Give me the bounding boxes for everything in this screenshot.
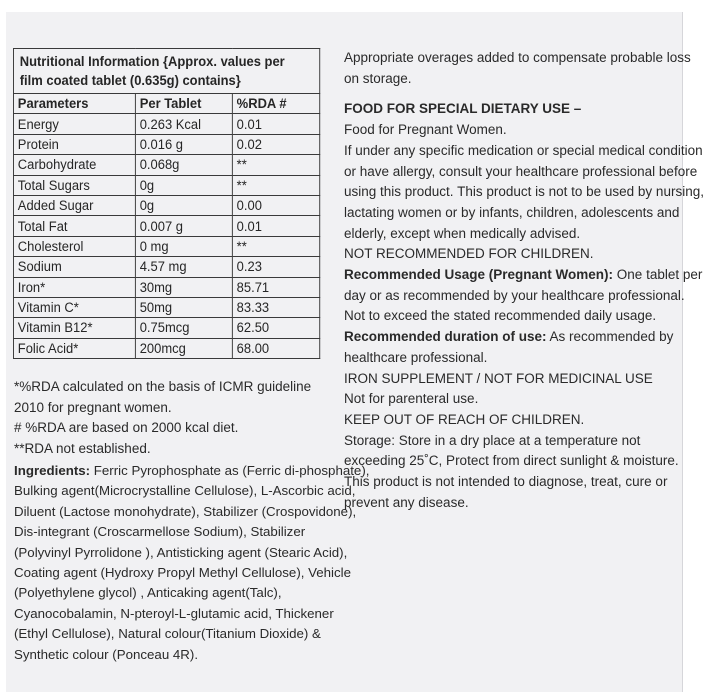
column-header: Parameters [13, 94, 135, 114]
param-cell: Vitamin B12* [13, 318, 135, 338]
table-row [13, 236, 319, 256]
note-line: *%RDA calculated on the basis of ICMR guideline [14, 379, 312, 394]
duration-label: Recommended duration of use: [344, 329, 547, 345]
table-row [13, 297, 319, 317]
table-title-line: film coated tablet (0.635g) contains} [19, 73, 241, 88]
table-title-line: Nutritional Information {Approx. values per [19, 54, 285, 69]
table-row [13, 257, 319, 277]
rda-cell: ** [232, 236, 319, 256]
usage-line: day or as recommended by your healthcare professional. [344, 287, 685, 303]
per-tablet-cell: 30mg [135, 277, 232, 297]
param-cell: Total Fat [13, 216, 135, 236]
table-row [13, 175, 319, 195]
rda-cell: 0.01 [232, 216, 319, 236]
tail-line: This product is not intended to diagnose, treat, cure or [344, 474, 668, 490]
param-cell: Protein [13, 134, 135, 154]
usage-label: Recommended Usage (Pregnant Women): [344, 267, 614, 283]
per-tablet-cell: 0g [135, 195, 232, 215]
tail-line: IRON SUPPLEMENT / NOT FOR MEDICINAL USE [344, 370, 653, 386]
ingredients-line: (Polyvinyl Pyrrolidone ), Antisticking agent (Stearic Acid), [14, 544, 348, 560]
ingredients-line: Diluent (Lactose monohydrate), Stabilizer (Crospovidone), [14, 503, 357, 519]
per-tablet-cell: 0.263 Kcal [135, 114, 232, 134]
ingredients-section [14, 461, 370, 665]
body-line: Food for Pregnant Women. [344, 122, 507, 138]
column-header: Per Tablet [135, 94, 232, 114]
param-cell: Sodium [13, 257, 135, 277]
body-line: using this product. This product is not to be used by nursing, [344, 184, 704, 200]
per-tablet-cell: 50mg [135, 297, 232, 317]
table-row [13, 318, 319, 338]
note-line: 2010 for pregnant women. [14, 399, 172, 415]
rda-cell: 68.00 [232, 338, 319, 358]
tail-line: KEEP OUT OF REACH OF CHILDREN. [344, 411, 585, 427]
param-cell: Vitamin C* [13, 297, 135, 317]
body-line: lactating women or by infants, children, adolescents and [344, 204, 680, 220]
overages-text: Appropriate overages added to compensate probable loss [344, 50, 691, 65]
rda-cell: 0.02 [232, 134, 319, 154]
food-heading: FOOD FOR SPECIAL DIETARY USE – [344, 101, 582, 117]
ingredients-label: Ingredients: [14, 463, 91, 478]
nutrition-table [13, 48, 320, 359]
right-column [344, 48, 704, 513]
ingredients-line: Cyanocobalamin, N-pteroyl-L-glutamic acid, Thickener [14, 605, 334, 621]
rda-cell: 0.23 [232, 257, 319, 277]
nutrition-section [13, 48, 333, 359]
rda-cell: ** [232, 155, 319, 175]
param-cell: Iron* [13, 277, 135, 297]
ingredients-line: Bulking agent(Microcrystalline Cellulose), L-Ascorbic acid, [14, 483, 356, 499]
body-line: NOT RECOMMENDED FOR CHILDREN. [344, 246, 594, 262]
table-row [13, 155, 319, 175]
ingredients-first-line [14, 461, 370, 481]
ingredients-line: Dis-integrant (Croscarmellose Sodium), Stabilizer [14, 524, 306, 540]
body-line: or have allergy, consult your healthcare professional before [344, 163, 698, 179]
overages-text: on storage. [344, 70, 412, 86]
per-tablet-cell: 0g [135, 175, 232, 195]
note-line: # %RDA are based on 2000 kcal diet. [14, 420, 239, 435]
rda-cell: 0.00 [232, 195, 319, 215]
per-tablet-cell: 4.57 mg [135, 257, 232, 277]
rda-cell: 85.71 [232, 277, 319, 297]
table-row [13, 216, 319, 236]
per-tablet-cell: 0.007 g [135, 216, 232, 236]
tail-line: prevent any disease. [344, 494, 469, 510]
per-tablet-cell: 0.068g [135, 155, 232, 175]
param-cell: Carbohydrate [13, 155, 135, 175]
usage-line: Not to exceed the stated recommended daily usage. [344, 308, 657, 324]
table-header-row [13, 94, 319, 114]
table-body [13, 114, 319, 359]
table-row [13, 195, 319, 215]
tail-line: Storage: Store in a dry place at a temperature not [344, 432, 641, 448]
table-title [13, 49, 319, 94]
per-tablet-cell: 0.016 g [135, 134, 232, 154]
body-line: If under any specific medication or special medical condition [344, 142, 703, 158]
param-cell: Cholesterol [13, 236, 135, 256]
per-tablet-cell: 200mcg [135, 338, 232, 358]
param-cell: Added Sugar [13, 195, 135, 215]
table-title-row [13, 49, 319, 94]
note-line: **RDA not established. [14, 440, 151, 456]
param-cell: Folic Acid* [13, 338, 135, 358]
usage-line [344, 265, 703, 286]
rda-cell: 62.50 [232, 318, 319, 338]
per-tablet-cell: 0 mg [135, 236, 232, 256]
ingredients-line: Synthetic colour (Ponceau 4R). [14, 646, 199, 662]
tail-line: Not for parenteral use. [344, 391, 479, 407]
column-header: %RDA # [232, 94, 319, 114]
ingredients-line: (Polyethylene glycol) , Anticaking agent(Talc), [14, 585, 282, 601]
rda-notes [14, 377, 336, 459]
ingredients-text: Ferric Pyrophosphate as (Ferric di-phosphate), [90, 463, 370, 478]
table-row [13, 338, 319, 358]
table-row [13, 114, 319, 134]
rda-cell: ** [232, 175, 319, 195]
param-cell: Energy [13, 114, 135, 134]
duration-line [344, 327, 679, 348]
body-line: elderly, except when medically advised. [344, 225, 581, 241]
duration-text: As recommended by [546, 329, 674, 345]
tail-line: exceeding 25˚C, Protect from direct sunlight & moisture. [344, 453, 679, 469]
spacer [344, 89, 679, 99]
rda-cell: 83.33 [232, 297, 319, 317]
table-row [13, 134, 319, 154]
ingredients-line: (Ethyl Cellulose), Natural colour(Titanium Dioxide) & [14, 626, 321, 642]
duration-line: healthcare professional. [344, 349, 488, 365]
rda-cell: 0.01 [232, 114, 319, 134]
usage-text: One tablet per [613, 267, 703, 283]
ingredients-line: Coating agent (Hydroxy Propyl Methyl Cellulose), Vehicle [14, 565, 352, 581]
per-tablet-cell: 0.75mcg [135, 318, 232, 338]
param-cell: Total Sugars [13, 175, 135, 195]
table-row [13, 277, 319, 297]
